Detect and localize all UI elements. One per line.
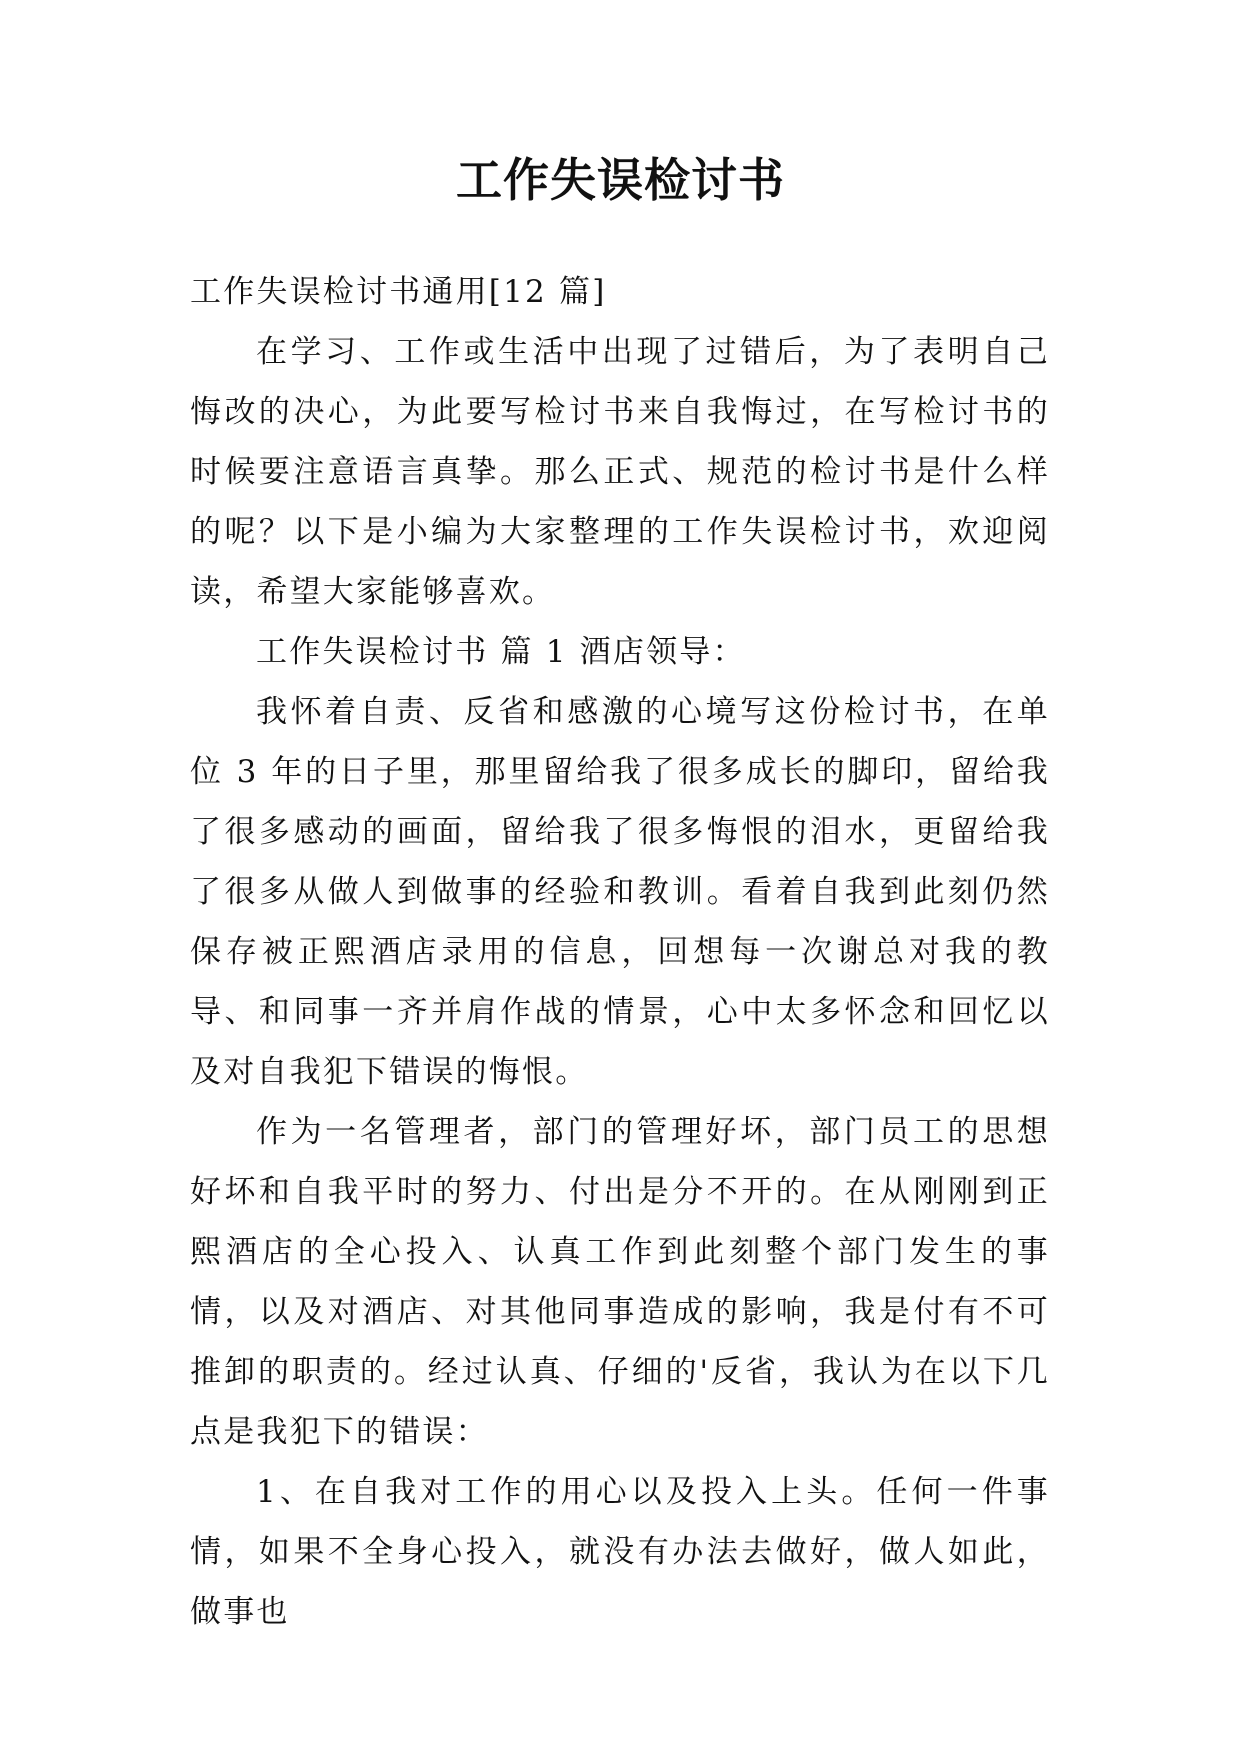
paragraph-body-2: 作为一名管理者，部门的管理好坏，部门员工的思想好坏和自我平时的努力、付出是分不开的。在从刚刚到正熙酒店的全心投入、认真工作到此刻整个部门发生的事情，以及对酒店、对其他同事造成的影响，我是付有不可推卸的职责的。经过认真、仔细的'反省，我认为在以下几点是我犯下的错误： [190, 1114, 1050, 1450]
paragraph-salutation: 工作失误检讨书 篇 1 酒店领导： [256, 634, 746, 670]
paragraph-body-1: 我怀着自责、反省和感激的心境写这份检讨书，在单位 3 年的日子里，那里留给我了很多成长的脚印，留给我了很多感动的画面，留给我了很多悔恨的泪水，更留给我了很多从做人到做事的经验和教训。看着自我到此刻仍然保存被正熙酒店录用的信息，回想每一次谢总对我的教导、和同事一齐并肩作战的情景，心中太多怀念和回忆以及对自我犯下错误的悔恨。 [190, 694, 1050, 1090]
document-body [190, 262, 1050, 1642]
paragraph-intro: 在学习、工作或生活中出现了过错后，为了表明自己悔改的决心，为此要写检讨书来自我悔过，在写检讨书的时候要注意语言真挚。那么正式、规范的检讨书是什么样的呢？以下是小编为大家整理的工作失误检讨书，欢迎阅读，希望大家能够喜欢。 [190, 334, 1050, 610]
paragraph-point-1: 1、在自我对工作的用心以及投入上头。任何一件事情，如果不全身心投入，就没有办法去做好，做人如此，做事也 [190, 1474, 1050, 1630]
document-title: 工作失误检讨书 [456, 153, 785, 207]
document-subtitle: 工作失误检讨书通用[12 篇] [190, 274, 607, 310]
